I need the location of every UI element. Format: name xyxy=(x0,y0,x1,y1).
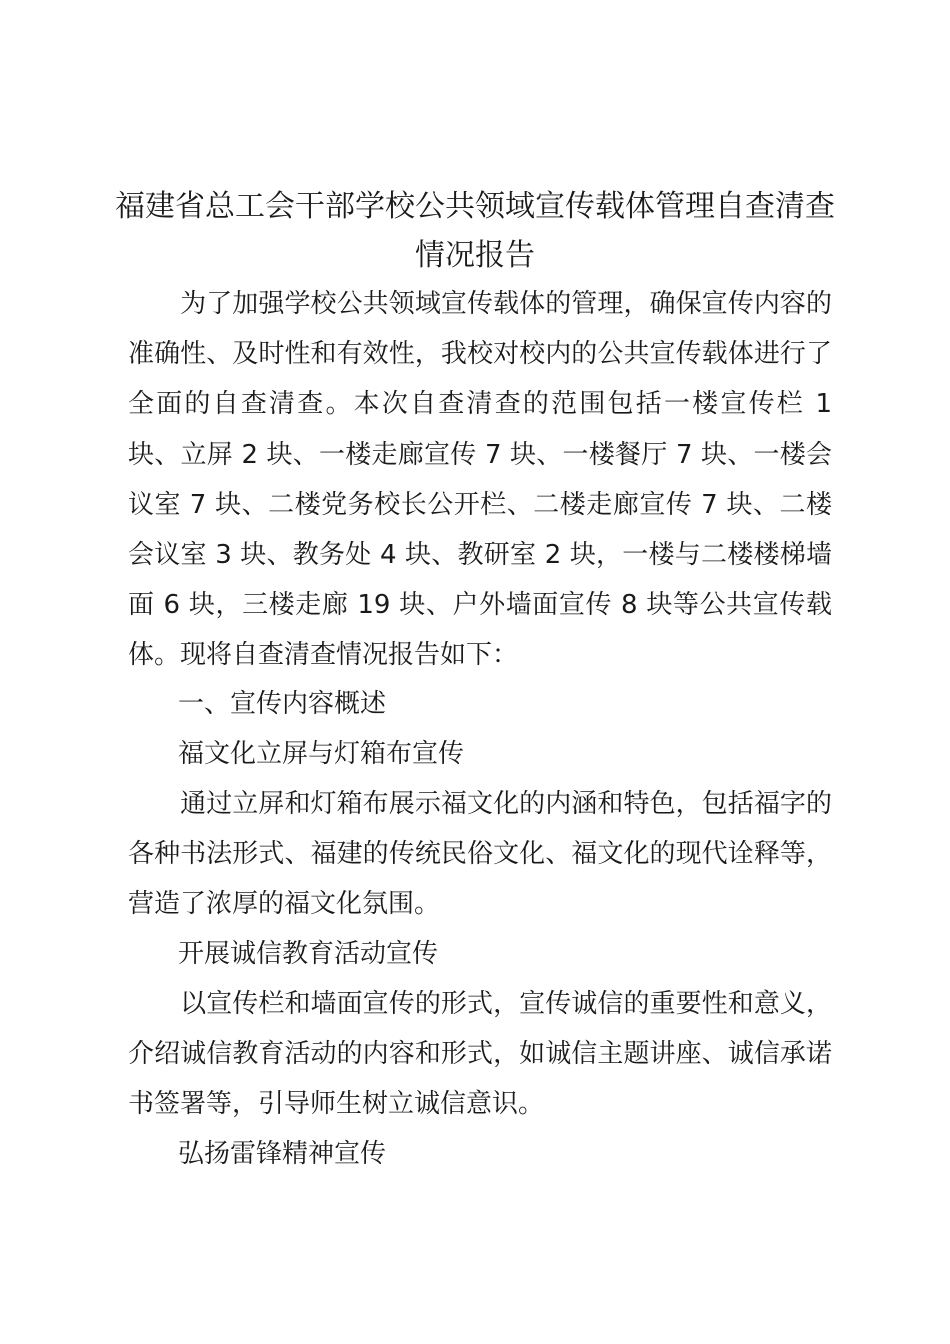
section-heading-1: 一、宣传内容概述 xyxy=(178,689,387,719)
fu-culture-paragraph: 通过立屏和灯箱布展示福文化的内涵和特色，包括福字的各种书法形式、福建的传统民俗文化、福文化的现代诠释等，营造了浓厚的福文化氛围。 xyxy=(128,789,832,920)
document-title-line-2: 情况报告 xyxy=(415,238,535,273)
intro-paragraph: 为了加强学校公共领域宣传载体的管理，确保宣传内容的准确性、及时性和有效性，我校对校内的公共宣传载体进行了全面的自查清查。本次自查清查的范围包括一楼宣传栏 1 块、立屏 2 块、一楼走廊宣传 7 块、一楼餐厅 7 块、一楼会议室 7 块、二楼党务校长公开栏、二楼走廊宣传 7 块、二楼会议室 3 块、教务处 4 块、教研室 2 块，一楼与二楼楼梯墙面 6 块，三楼走廊 19 块、户外墙面宣传 8 块等公共宣传载体。现将自查清查情况报告如下： xyxy=(128,289,832,671)
integrity-paragraph: 以宣传栏和墙面宣传的形式，宣传诚信的重要性和意义，介绍诚信教育活动的内容和形式，如诚信主题讲座、诚信承诺书签署等，引导师生树立诚信意识。 xyxy=(128,989,832,1120)
document-title-line-1: 福建省总工会干部学校公共领域宣传载体管理自查清查 xyxy=(115,189,835,224)
subsection-heading-fu-culture: 福文化立屏与灯箱布宣传 xyxy=(178,739,465,769)
subsection-heading-integrity: 开展诚信教育活动宣传 xyxy=(178,939,439,969)
subsection-heading-leifeng: 弘扬雷锋精神宣传 xyxy=(178,1139,387,1169)
